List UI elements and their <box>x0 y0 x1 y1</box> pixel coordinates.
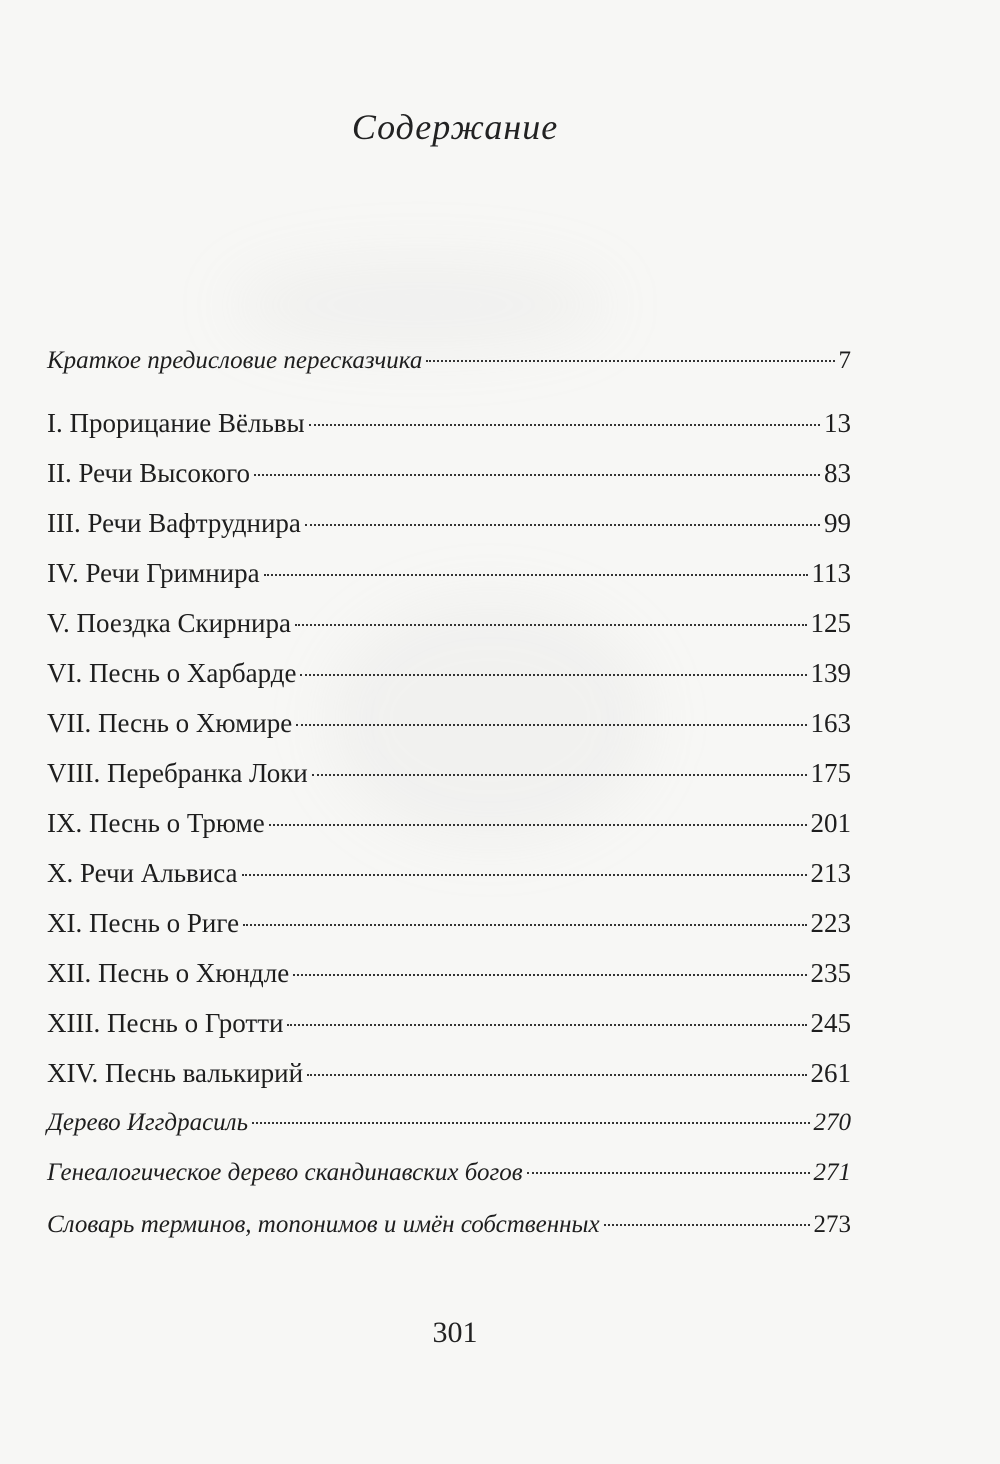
toc-entry-label: XIII. Песнь о Гротти <box>47 1008 284 1038</box>
toc-entry <box>47 898 851 948</box>
toc-entry <box>47 498 851 548</box>
toc-entry <box>47 448 851 498</box>
dot-leader <box>254 474 820 476</box>
toc-entry <box>47 598 851 648</box>
dot-leader <box>527 1172 810 1174</box>
page-number: 301 <box>432 1316 478 1349</box>
toc-entry-page: 125 <box>810 608 851 638</box>
toc-entry <box>47 698 851 748</box>
toc-entry-page: 163 <box>810 708 851 738</box>
toc-entry <box>47 548 851 598</box>
toc-entry-page: 235 <box>810 958 851 988</box>
toc-entry <box>47 1098 851 1148</box>
dot-leader <box>264 574 808 576</box>
dot-leader <box>604 1224 810 1226</box>
toc-entry-label: Словарь терминов, топонимов и имён собственных <box>47 1211 600 1238</box>
toc-entry-page: 139 <box>810 658 851 688</box>
dot-leader <box>287 1024 806 1026</box>
toc-entry-label: Дерево Иггдрасиль <box>47 1109 248 1136</box>
toc-entry <box>47 1048 851 1098</box>
toc-entry-label: II. Речи Высокого <box>47 458 251 488</box>
toc-entry-page: 99 <box>824 508 851 538</box>
toc-entry <box>47 648 851 698</box>
toc-entry-page: 270 <box>813 1109 851 1136</box>
toc-entry-label: VIII. Перебранка Локи <box>47 758 308 788</box>
toc-entry-page: 271 <box>813 1159 851 1186</box>
table-of-contents <box>47 336 851 1250</box>
toc-entry-label: XIV. Песнь валькирий <box>47 1058 304 1088</box>
toc-entry <box>47 1200 851 1250</box>
toc-entry-label: X. Речи Альвиса <box>47 858 238 888</box>
toc-entry-page: 245 <box>810 1008 851 1038</box>
toc-entry <box>47 398 851 448</box>
toc-entry-label: Генеалогическое дерево скандинавских богов <box>47 1159 523 1186</box>
dot-leader <box>296 724 806 726</box>
toc-entry-page: 213 <box>810 858 851 888</box>
toc-entry-label: VII. Песнь о Хюмире <box>47 708 293 738</box>
toc-entry-label: XII. Песнь о Хюндле <box>47 958 290 988</box>
dot-leader <box>293 974 806 976</box>
dot-leader <box>295 624 807 626</box>
page-title: Содержание <box>351 107 559 147</box>
toc-entry-page: 7 <box>838 347 851 374</box>
toc-entry-label: I. Прорицание Вёльвы <box>47 408 305 438</box>
dot-leader <box>305 524 820 526</box>
toc-entry-page: 261 <box>810 1058 851 1088</box>
dot-leader <box>252 1122 810 1124</box>
toc-entry-label: IX. Песнь о Трюме <box>47 808 265 838</box>
dot-leader <box>269 824 807 826</box>
toc-entry <box>47 948 851 998</box>
toc-entry-page: 273 <box>813 1211 851 1238</box>
toc-entry-page: 83 <box>824 458 851 488</box>
toc-entry <box>47 1148 851 1198</box>
toc-entry <box>47 998 851 1048</box>
dot-leader <box>307 1074 806 1076</box>
dot-leader <box>243 924 806 926</box>
dot-leader <box>426 360 834 362</box>
toc-entry-label: V. Поездка Скирнира <box>47 608 291 638</box>
dot-leader <box>242 874 807 876</box>
toc-entry-page: 13 <box>824 408 851 438</box>
dot-leader <box>300 674 806 676</box>
toc-entry-page: 175 <box>810 758 851 788</box>
toc-entry-page: 223 <box>810 908 851 938</box>
dot-leader <box>309 424 820 426</box>
toc-entry <box>47 748 851 798</box>
toc-entry-label: VI. Песнь о Харбарде <box>47 658 297 688</box>
toc-entry-label: Краткое предисловие пересказчика <box>47 347 423 374</box>
toc-entry-label: IV. Речи Гримнира <box>47 558 260 588</box>
toc-entry-page: 113 <box>811 558 851 588</box>
toc-entry-page: 201 <box>810 808 851 838</box>
toc-entry <box>47 848 851 898</box>
toc-entry-label: XI. Песнь о Риге <box>47 908 240 938</box>
toc-entry <box>47 798 851 848</box>
toc-entry-label: III. Речи Вафтруднира <box>47 508 301 538</box>
dot-leader <box>312 774 807 776</box>
toc-entry <box>47 336 851 386</box>
